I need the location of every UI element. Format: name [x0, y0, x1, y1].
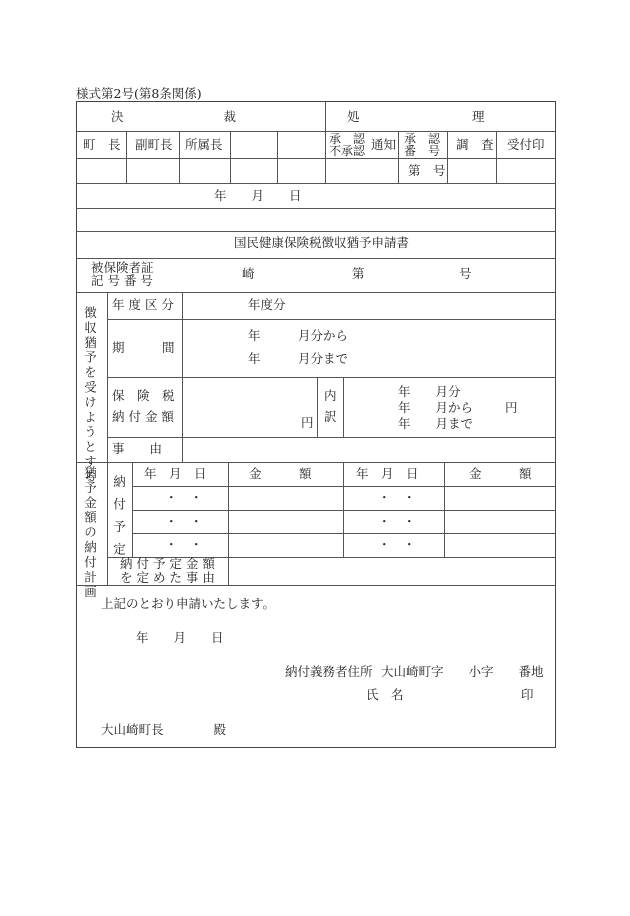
bango-label: 番 号 [404, 144, 441, 158]
application-form [76, 101, 556, 748]
application-date: 年 月 日 [136, 630, 224, 645]
form-title: 国民健康保険税徴収猶予申請書 [234, 235, 410, 250]
row-line [77, 231, 555, 232]
col-line [277, 131, 278, 183]
recipient: 大山崎町長 殿 [101, 722, 227, 737]
detail-line-3: 年 月まで [398, 416, 474, 431]
fushonin-label: 不承認 [329, 144, 366, 158]
row-line [77, 131, 555, 132]
kikan-to: 年 月分まで [248, 351, 349, 366]
col-line [444, 462, 445, 557]
hoken-label-1: 保 険 税 [112, 388, 175, 403]
chosa-label: 調 査 [456, 137, 494, 152]
col-line [107, 292, 108, 462]
col-line [230, 131, 231, 183]
insured-saki: 崎 [242, 266, 255, 281]
detail-en: 円 [505, 400, 518, 415]
form-number: 様式第2号(第8条関係) [76, 86, 202, 101]
section2-vertical-label: 猶予金額の納付計画 [82, 466, 98, 601]
row-line [77, 158, 555, 159]
jiyu-label: 事 由 [112, 441, 163, 456]
address-label: 納付義務者住所 [285, 664, 373, 679]
col-line [343, 462, 344, 557]
row-line [77, 462, 555, 463]
date-dots: ・ ・ [378, 537, 416, 552]
col-amount-right: 金 額 [469, 466, 532, 481]
uchiwake-1: 内 [324, 388, 337, 403]
col-date-left: 年 月 日 [144, 466, 207, 481]
row-line [77, 292, 555, 293]
col-line [343, 377, 344, 437]
hoken-label-2: 納 付 金 額 [112, 409, 174, 424]
row-line [77, 585, 555, 586]
row-line [77, 183, 555, 184]
detail-line-1: 年 月分 [398, 384, 461, 399]
col-amount-left: 金 額 [249, 466, 312, 481]
reason-label-1: 納 付 予 定 金 額 [120, 556, 215, 571]
kikan-label: 期 間 [112, 340, 175, 355]
col-line [496, 131, 497, 183]
insured-label-1: 被保険者証 [91, 260, 154, 275]
date-dots: ・ ・ [378, 490, 416, 505]
address-value: 大山崎町字 小字 番地 [381, 664, 544, 679]
insured-go: 号 [459, 266, 472, 281]
chocho-label: 町 長 [83, 137, 121, 152]
fukuchocho-label: 副町長 [135, 137, 173, 152]
tsuchi-label: 通知 [371, 137, 397, 152]
detail-line-2: 年 月から [398, 400, 474, 415]
nendo-value: 年度分 [248, 297, 286, 312]
col-line [126, 131, 127, 183]
insured-label-2: 記 号 番 号 [91, 273, 153, 288]
date-dots: ・ ・ [165, 514, 203, 529]
dai-go-label: 第 号 [408, 163, 446, 178]
header-date: 年 月 日 [214, 188, 302, 203]
hoken-en: 円 [301, 415, 314, 430]
row-line [77, 258, 555, 259]
kessai-label: 決 裁 [111, 109, 237, 124]
col-line [228, 462, 229, 585]
col-line [398, 131, 399, 183]
col-line [447, 131, 448, 183]
statement: 上記のとおり申請いたします。 [101, 596, 276, 611]
col-line [179, 131, 180, 183]
reason-label-2: を 定 め た 事 由 [120, 570, 215, 585]
nofu-yotei-label: 納付予定 [111, 475, 127, 565]
uchiwake-2: 訳 [324, 409, 337, 424]
col-line [132, 462, 133, 557]
shonin-label: 承 認 [329, 132, 366, 146]
col-line [325, 102, 326, 183]
name-label: 氏 名 [366, 687, 404, 702]
row-line [77, 208, 555, 209]
insured-dai: 第 [352, 266, 365, 281]
col-line [107, 462, 108, 585]
section1-vertical-label: 徴収猶予を受けようとする [82, 306, 98, 485]
row-line [107, 319, 555, 320]
shori-label: 処 理 [347, 109, 485, 124]
shonin-bango-label: 承 認 [404, 132, 441, 146]
col-line [317, 377, 318, 437]
col-line [182, 292, 183, 462]
row-line [107, 377, 555, 378]
date-dots: ・ ・ [165, 490, 203, 505]
date-dots: ・ ・ [165, 537, 203, 552]
shozokucho-label: 所属長 [185, 137, 223, 152]
row-line [107, 437, 555, 438]
seal-mark: 印 [521, 687, 534, 702]
nendo-label: 年 度 区 分 [112, 297, 174, 312]
col-date-right: 年 月 日 [356, 466, 419, 481]
uketsukein-label: 受付印 [507, 137, 545, 152]
kikan-from: 年 月分から [248, 328, 349, 343]
date-dots: ・ ・ [378, 514, 416, 529]
